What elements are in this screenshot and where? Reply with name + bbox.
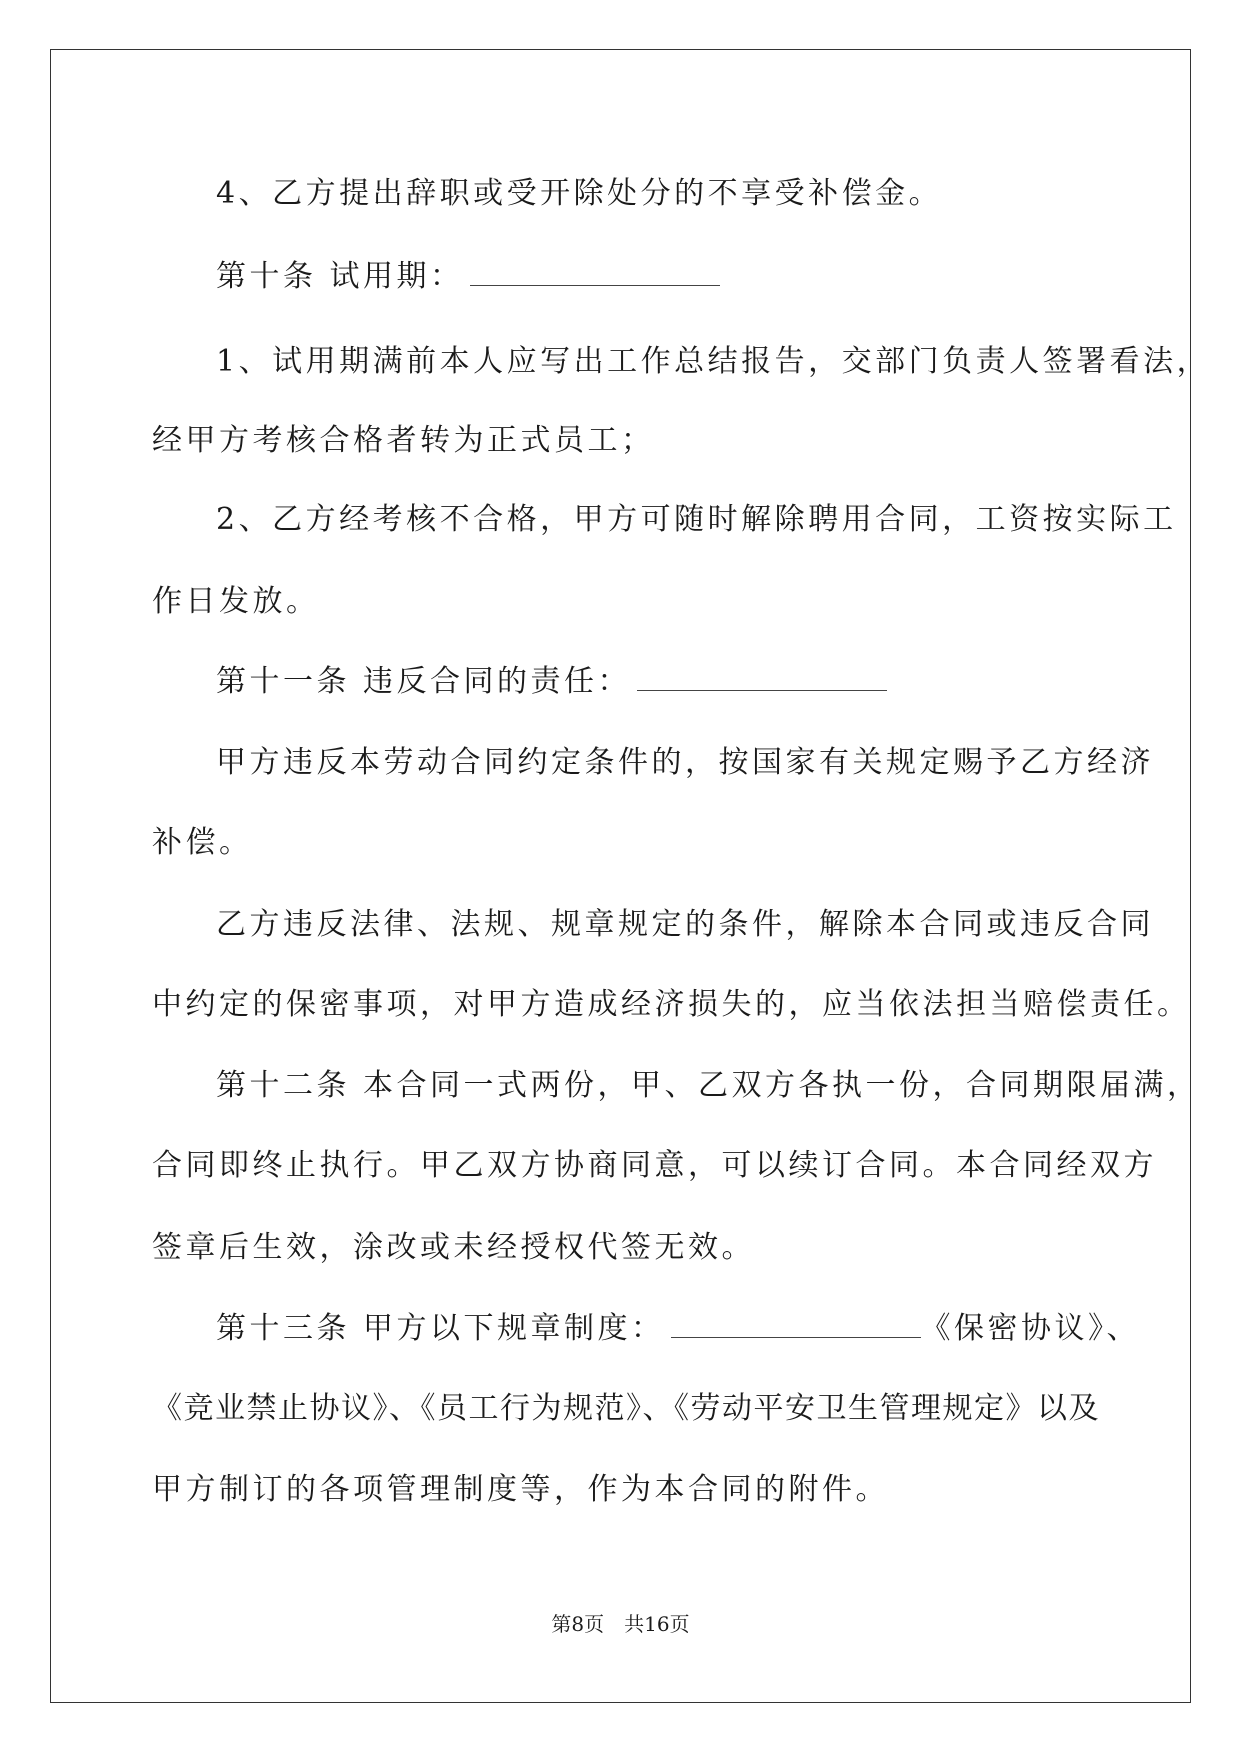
paragraph-line: 经甲方考核合格者转为正式员工； bbox=[152, 423, 655, 458]
regulations-blank-field[interactable] bbox=[671, 1336, 921, 1338]
paragraph-line: 签章后生效，涂改或未经授权代签无效。 bbox=[152, 1230, 755, 1265]
clause-13-title: 第十三条 甲方以下规章制度： bbox=[216, 1311, 665, 1346]
paragraph-line: 补偿。 bbox=[152, 825, 253, 860]
paragraph-line: 4、乙方提出辞职或受开除处分的不享受补偿金。 bbox=[216, 176, 943, 211]
paragraph-line: 合同即终止执行。甲乙双方协商同意，可以续订合同。本合同经双方 bbox=[152, 1148, 1157, 1183]
clause-10-heading bbox=[216, 259, 720, 294]
liability-blank-field[interactable] bbox=[637, 689, 887, 691]
paragraph-line: 作日发放。 bbox=[152, 584, 320, 619]
clause-11-title: 第十一条 违反合同的责任： bbox=[216, 664, 632, 699]
page-number-footer: 第8页 共16页 bbox=[551, 1612, 690, 1636]
paragraph-line: 1、试用期满前本人应写出工作总结报告，交部门负责人签署看法， bbox=[216, 344, 1211, 379]
paragraph-line: 2、乙方经考核不合格，甲方可随时解除聘用合同，工资按实际工 bbox=[216, 502, 1177, 537]
paragraph-line: 甲方制订的各项管理制度等，作为本合同的附件。 bbox=[152, 1472, 889, 1507]
clause-10-title: 第十条 试用期： bbox=[216, 259, 464, 294]
clause-13-tail: 《保密协议》、 bbox=[920, 1311, 1141, 1346]
page-border bbox=[50, 49, 1191, 1703]
paragraph-line: 第十二条 本合同一式两份，甲、乙双方各执一份，合同期限届满， bbox=[216, 1068, 1201, 1103]
paragraph-line: 中约定的保密事项，对甲方造成经济损失的，应当依法担当赔偿责任。 bbox=[152, 987, 1191, 1022]
paragraph-line: 乙方违反法律、法规、规章规定的条件，解除本合同或违反合同 bbox=[216, 907, 1154, 942]
clause-13-heading bbox=[216, 1311, 1141, 1346]
paragraph-line: 甲方违反本劳动合同约定条件的，按国家有关规定赐予乙方经济 bbox=[216, 745, 1154, 780]
probation-blank-field[interactable] bbox=[470, 284, 720, 286]
paragraph-line: 《竞业禁止协议》、《员工行为规范》、《劳动平安卫生管理规定》以及 bbox=[152, 1391, 1100, 1426]
clause-11-heading bbox=[216, 664, 887, 699]
